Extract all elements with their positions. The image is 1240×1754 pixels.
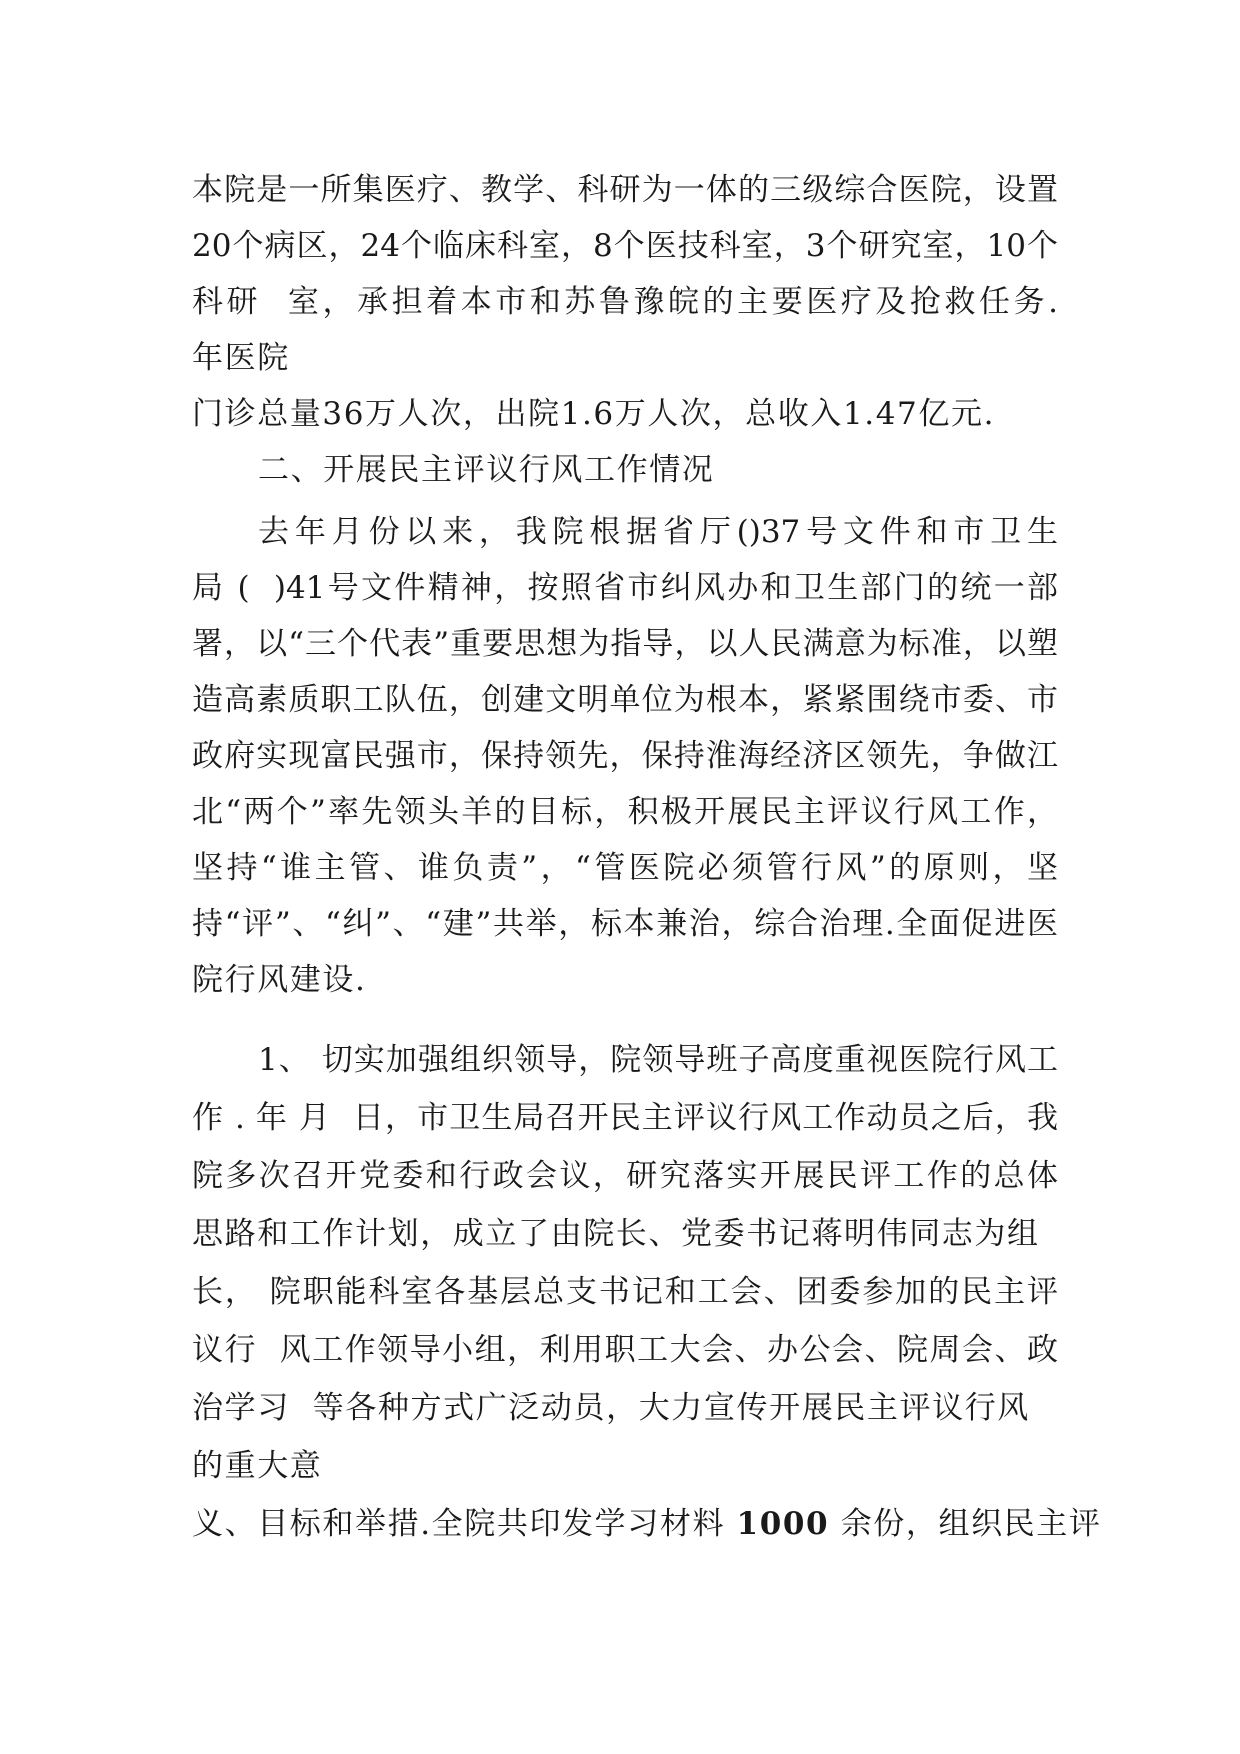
paragraph-line: 科研 室，承担着本市和苏鲁豫皖的主要医疗及抢救任务. — [192, 284, 1058, 320]
paragraph-line: 院多次召开党委和行政会议，研究落实开展民评工作的总体 — [192, 1158, 1058, 1194]
paragraph-line: 20个病区，24个临床科室，8个医技科室，3个研究室，10个 — [192, 228, 1058, 264]
bold-number: 1000 — [736, 1506, 830, 1542]
text-segment: 义、目标和举措.全院共印发学习材料 — [192, 1506, 726, 1542]
section-heading: 二、开展民主评议行风工作情况 — [258, 452, 715, 488]
paragraph-line: 作 . 年 月 日，市卫生局召开民主评议行风工作动员之后，我 — [192, 1100, 1058, 1136]
paragraph-line: 造高素质职工队伍，创建文明单位为根本，紧紧围绕市委、市 — [192, 682, 1058, 718]
paragraph-line: 持“评”、“纠”、“建”共举，标本兼治，综合治理.全面促进医 — [192, 906, 1058, 942]
paragraph-line: 长， 院职能科室各基层总支书记和工会、团委参加的民主评 — [192, 1274, 1058, 1310]
paragraph-line: 坚持“谁主管、谁负责”，“管医院必须管行风”的原则，坚 — [192, 850, 1058, 886]
paragraph-line: 北“两个”率先领头羊的目标，积极开展民主评议行风工作， — [192, 794, 1058, 830]
paragraph-line: 门诊总量36万人次，出院1.6万人次，总收入1.47亿元. — [192, 396, 996, 432]
paragraph-line: 年医院 — [192, 340, 290, 376]
paragraph-line: 的重大意 — [192, 1448, 323, 1484]
paragraph-line — [192, 1496, 1102, 1552]
text-segment: 余份，组织民主评 — [840, 1506, 1102, 1542]
paragraph-line: 去年月份以来，我院根据省厅()37号文件和市卫生 — [258, 514, 1058, 550]
paragraph-line: 政府实现富民强市，保持领先，保持淮海经济区领先，争做江 — [192, 738, 1058, 774]
paragraph-line: 本院是一所集医疗、教学、科研为一体的三级综合医院，设置 — [192, 172, 1058, 208]
paragraph-line: 思路和工作计划，成立了由院长、党委书记蒋明伟同志为组 — [192, 1216, 1040, 1252]
paragraph-line: 议行 风工作领导小组，利用职工大会、办公会、院周会、政 — [192, 1332, 1058, 1368]
paragraph-line: 治学习 等各种方式广泛动员，大力宣传开展民主评议行风 — [192, 1390, 1030, 1426]
paragraph-line: 署，以“三个代表”重要思想为指导，以人民满意为标准，以塑 — [192, 626, 1058, 662]
paragraph-line: 院行风建设. — [192, 962, 367, 998]
list-item-heading: 1、 切实加强组织领导，院领导班子高度重视医院行风工 — [258, 1042, 1058, 1078]
paragraph-line: 局 ( )41号文件精神，按照省市纠风办和卫生部门的统一部 — [192, 570, 1058, 606]
